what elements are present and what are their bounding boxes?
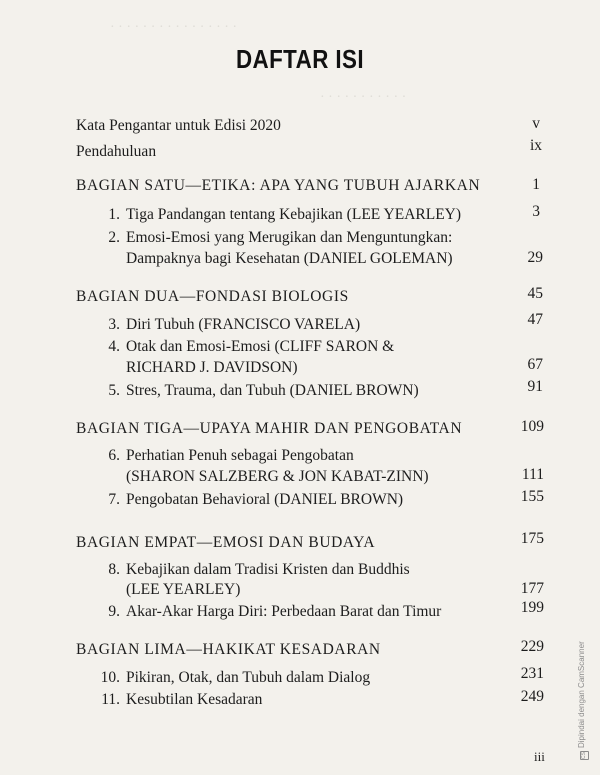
chapter-title: Emosi-Emosi yang Merugikan dan Menguntungkan: bbox=[126, 229, 453, 246]
watermark-text: Dipindai dengan CamScanner bbox=[577, 641, 586, 748]
toc-page-number: v bbox=[532, 115, 540, 132]
chapter-title: Kesubtilan Kesadaran bbox=[126, 691, 263, 708]
chapter-title: Perhatian Penuh sebagai Pengobatan bbox=[126, 447, 354, 464]
toc-chapter[interactable] bbox=[98, 382, 419, 400]
toc-part-heading[interactable]: BAGIAN SATU—ETIKA: APA YANG TUBUH AJARKAN bbox=[76, 177, 481, 194]
toc-chapter[interactable] bbox=[98, 691, 262, 709]
chapter-number: 5. bbox=[108, 382, 120, 399]
chapter-number: 1. bbox=[108, 206, 120, 223]
scanner-watermark bbox=[577, 641, 589, 760]
toc-chapter[interactable] bbox=[98, 316, 360, 334]
toc-page-number: 29 bbox=[527, 249, 543, 266]
chapter-number: 7. bbox=[108, 491, 120, 508]
chapter-title: Pikiran, Otak, dan Tubuh dalam Dialog bbox=[126, 669, 371, 686]
chapter-title-continued: (SHARON SALZBERG & JON KABAT-ZINN) bbox=[126, 468, 429, 485]
toc-chapter[interactable] bbox=[98, 491, 403, 509]
chapter-title-continued: RICHARD J. DAVIDSON) bbox=[126, 359, 298, 376]
toc-page-number: 199 bbox=[520, 599, 544, 616]
chapter-title: Akar-Akar Harga Diri: Perbedaan Barat dan Timur bbox=[126, 603, 442, 620]
toc-part-heading[interactable]: BAGIAN DUA—FONDASI BIOLOGIS bbox=[76, 288, 349, 305]
chapter-number: 3. bbox=[108, 316, 120, 333]
chapter-title-continued: (LEE YEARLEY) bbox=[126, 581, 241, 598]
toc-page-number: ix bbox=[529, 137, 542, 154]
toc-page-number: 175 bbox=[520, 530, 544, 547]
chapter-number: 11. bbox=[101, 691, 120, 708]
chapter-number: 9. bbox=[108, 603, 120, 620]
chapter-title: Tiga Pandangan tentang Kebajikan (LEE YEARLEY) bbox=[126, 206, 462, 223]
toc-chapter[interactable] bbox=[98, 229, 452, 247]
chapter-number: 2. bbox=[108, 229, 120, 246]
toc-page-number: 91 bbox=[527, 378, 543, 395]
chapter-number: 8. bbox=[108, 561, 120, 578]
page-title: DAFTAR ISI bbox=[235, 44, 365, 74]
bleed-through: · · · · · · · · · · · bbox=[320, 90, 407, 105]
footer-page-number: iii bbox=[534, 749, 545, 764]
toc-chapter[interactable] bbox=[98, 561, 410, 579]
toc-page-number: 45 bbox=[527, 285, 543, 302]
chapter-title-continued: Dampaknya bagi Kesehatan (DANIEL GOLEMAN) bbox=[126, 250, 453, 267]
toc-chapter[interactable] bbox=[98, 206, 461, 224]
toc-part-heading[interactable]: BAGIAN TIGA—UPAYA MAHIR DAN PENGOBATAN bbox=[76, 420, 463, 437]
toc-page-number: 229 bbox=[520, 638, 544, 655]
toc-page-number: 67 bbox=[527, 356, 543, 373]
chapter-number: 4. bbox=[108, 338, 120, 355]
chapter-title: Diri Tubuh (FRANCISCO VARELA) bbox=[126, 316, 361, 333]
camscanner-icon: CS bbox=[581, 752, 587, 759]
toc-part-heading[interactable]: BAGIAN EMPAT—EMOSI DAN BUDAYA bbox=[76, 534, 376, 551]
chapter-title: Pengobatan Behavioral (DANIEL BROWN) bbox=[126, 491, 404, 508]
toc-page-number: 155 bbox=[520, 488, 544, 505]
chapter-title: Otak dan Emosi-Emosi (CLIFF SARON & bbox=[126, 338, 395, 355]
toc-entry-front[interactable]: Pendahuluan bbox=[76, 143, 157, 160]
toc-chapter[interactable] bbox=[98, 447, 354, 465]
toc-page-number: 1 bbox=[532, 176, 540, 193]
bleed-through: · · · · · · · · · · · · · · · · bbox=[110, 20, 238, 35]
toc-page-number: 177 bbox=[520, 580, 544, 597]
toc-chapter[interactable] bbox=[98, 338, 394, 356]
toc-page-number: 249 bbox=[520, 688, 544, 705]
toc-page-number: 3 bbox=[532, 203, 540, 220]
toc-page-number: 111 bbox=[521, 466, 544, 483]
chapter-title: Stres, Trauma, dan Tubuh (DANIEL BROWN) bbox=[126, 382, 419, 399]
toc-page-number: 231 bbox=[520, 665, 544, 682]
toc-part-heading[interactable]: BAGIAN LIMA—HAKIKAT KESADARAN bbox=[76, 641, 381, 658]
toc-chapter[interactable] bbox=[98, 669, 370, 687]
toc-page-number: 47 bbox=[527, 311, 543, 328]
toc-page-number: 109 bbox=[520, 418, 544, 435]
toc-entry-front[interactable]: Kata Pengantar untuk Edisi 2020 bbox=[76, 117, 281, 134]
chapter-number: 6. bbox=[108, 447, 120, 464]
toc-chapter[interactable] bbox=[98, 603, 441, 621]
chapter-number: 10. bbox=[100, 669, 120, 686]
chapter-title: Kebajikan dalam Tradisi Kristen dan Buddhis bbox=[126, 561, 410, 578]
